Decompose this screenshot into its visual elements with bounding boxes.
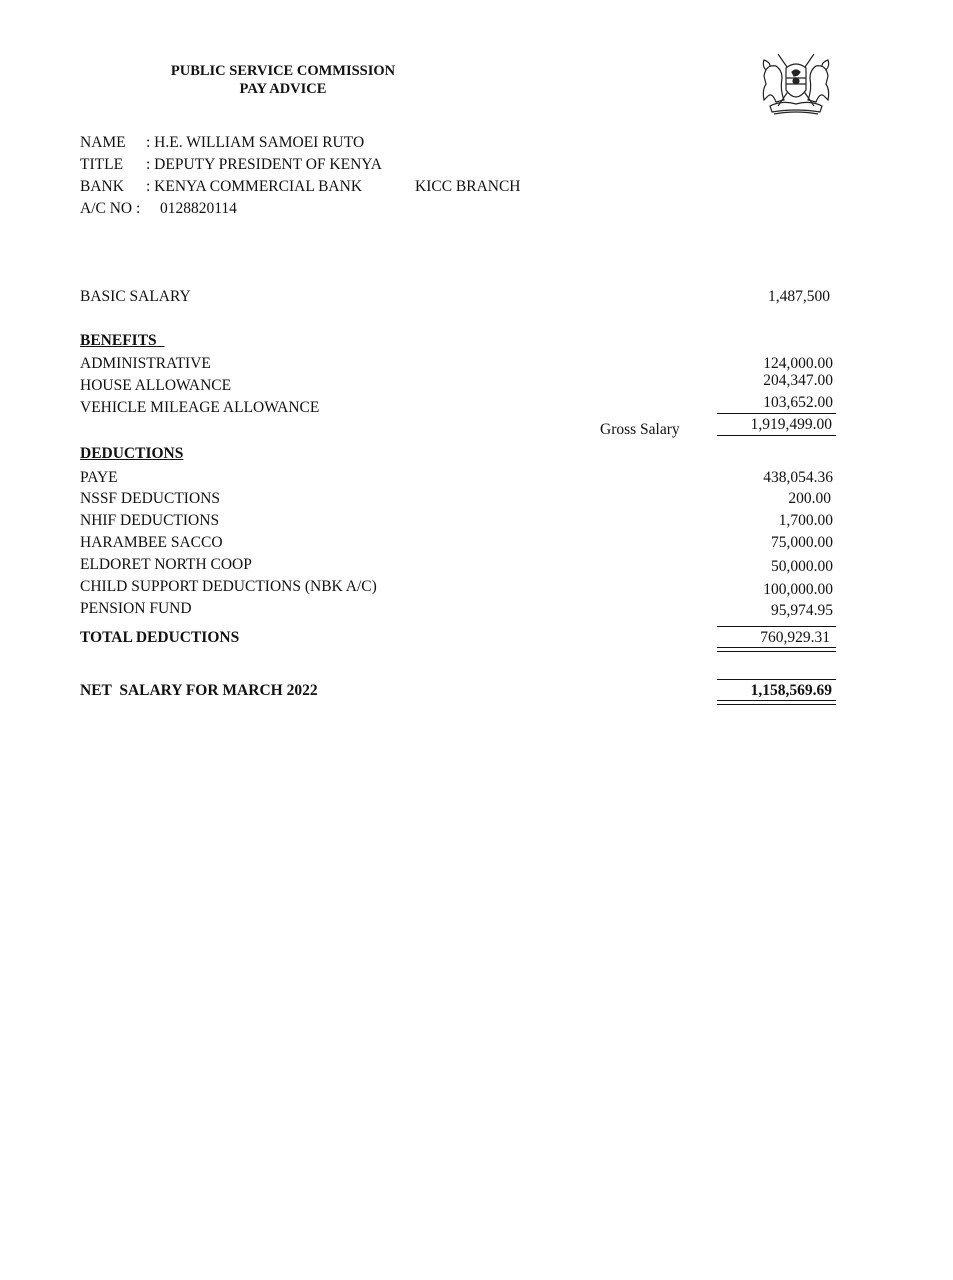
total-deductions-label: TOTAL DEDUCTIONS bbox=[80, 629, 240, 646]
total-deductions-amount: 760,929.31 bbox=[760, 629, 830, 646]
deduction-amount: 95,974.95 bbox=[771, 602, 833, 619]
deduction-amount: 1,700.00 bbox=[778, 512, 833, 529]
deduction-label: HARAMBEE SACCO bbox=[80, 534, 223, 551]
deduction-amount: 438,054.36 bbox=[763, 469, 833, 486]
total-rule-top bbox=[717, 647, 836, 648]
gross-rule bbox=[717, 435, 836, 436]
net-overline bbox=[717, 679, 836, 680]
bank-value: : KENYA COMMERCIAL BANK bbox=[146, 178, 363, 195]
coat-of-arms-icon bbox=[756, 46, 836, 120]
benefit-amount: 103,652.00 bbox=[763, 394, 833, 411]
benefits-heading: BENEFITS bbox=[80, 332, 157, 349]
title-value: : DEPUTY PRESIDENT OF KENYA bbox=[146, 156, 382, 173]
deduction-amount: 50,000.00 bbox=[771, 558, 833, 575]
deduction-label: NSSF DEDUCTIONS bbox=[80, 490, 220, 507]
total-rule-bottom bbox=[717, 651, 836, 652]
title-label: TITLE bbox=[80, 156, 124, 173]
benefit-label: ADMINISTRATIVE bbox=[80, 355, 211, 372]
net-salary-label: NET SALARY FOR MARCH 2022 bbox=[80, 682, 318, 699]
deductions-heading: DEDUCTIONS bbox=[80, 445, 184, 462]
name-value: : H.E. WILLIAM SAMOEI RUTO bbox=[146, 134, 365, 151]
basic-salary-amount: 1,487,500 bbox=[768, 288, 830, 305]
basic-salary-label: BASIC SALARY bbox=[80, 288, 191, 305]
deduction-label: PAYE bbox=[80, 469, 118, 486]
net-salary-amount: 1,158,569.69 bbox=[750, 682, 832, 699]
name-label: NAME bbox=[80, 134, 126, 151]
benefit-amount: 124,000.00 bbox=[763, 355, 833, 372]
account-number-value: 0128820114 bbox=[160, 200, 237, 217]
gross-salary-amount: 1,919,499.00 bbox=[750, 416, 832, 433]
deduction-amount: 75,000.00 bbox=[771, 534, 833, 551]
net-rule-bottom bbox=[717, 704, 836, 705]
deduction-label: PENSION FUND bbox=[80, 600, 192, 617]
deduction-amount: 100,000.00 bbox=[763, 581, 833, 598]
commission-title: PUBLIC SERVICE COMMISSION bbox=[170, 63, 396, 79]
benefit-amount: 204,347.00 bbox=[763, 372, 833, 389]
deduction-label: NHIF DEDUCTIONS bbox=[80, 512, 220, 529]
bank-label: BANK bbox=[80, 178, 124, 195]
deduction-label: CHILD SUPPORT DEDUCTIONS (NBK A/C) bbox=[80, 578, 377, 595]
deductions-subtotal-rule bbox=[717, 626, 836, 627]
document-title: PAY ADVICE bbox=[239, 81, 327, 97]
subtotal-rule bbox=[717, 413, 836, 414]
deduction-label: ELDORET NORTH COOP bbox=[80, 556, 252, 573]
account-number-label: A/C NO : bbox=[80, 200, 141, 217]
benefit-label: VEHICLE MILEAGE ALLOWANCE bbox=[80, 399, 320, 416]
net-rule-top bbox=[717, 700, 836, 701]
bank-branch: KICC BRANCH bbox=[415, 178, 521, 195]
benefit-label: HOUSE ALLOWANCE bbox=[80, 377, 232, 394]
gross-salary-label: Gross Salary bbox=[600, 421, 680, 438]
deduction-amount: 200.00 bbox=[788, 490, 831, 507]
